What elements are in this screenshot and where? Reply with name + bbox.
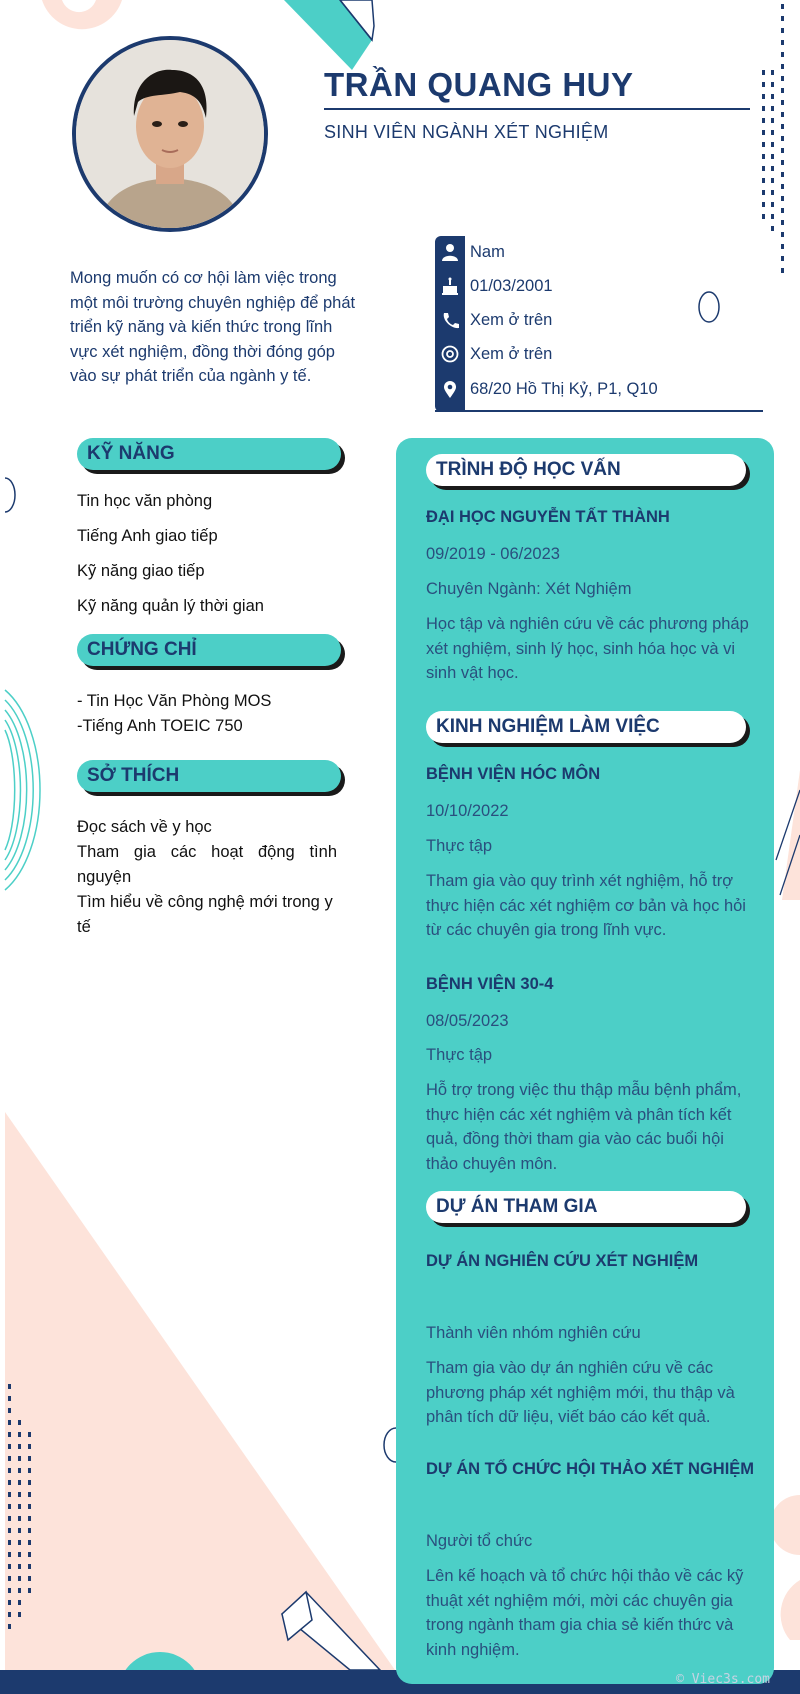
- project-name: DỰ ÁN NGHIÊN CỨU XÉT NGHIỆM: [426, 1252, 699, 1270]
- name-divider: [324, 108, 750, 110]
- phone-icon: [435, 311, 465, 329]
- birthday-value: 01/03/2001: [470, 276, 553, 295]
- contact-address: [435, 374, 658, 404]
- skill-item: Kỹ năng quản lý thời gian: [77, 597, 264, 615]
- job-title: SINH VIÊN NGÀNH XÉT NGHIỆM: [324, 122, 609, 142]
- at-icon: [435, 345, 465, 363]
- project-name: DỰ ÁN TỔ CHỨC HỘI THẢO XÉT NGHIỆM: [426, 1460, 755, 1478]
- phone-value: Xem ở trên: [470, 310, 553, 329]
- hobbies-heading: SỞ THÍCH: [77, 760, 341, 796]
- project-description: Lên kế hoạch và tổ chức hội thảo về các kỹ thuật xét nghiệm mới, mời các chuyên gia trong ngành tham gia chia sẻ kiến thức và kinh nghiệm.: [426, 1567, 744, 1659]
- contact-divider: [435, 410, 763, 412]
- hobby-item: Đọc sách về y học: [77, 818, 212, 836]
- job-description: Hỗ trợ trong việc thu thập mẫu bệnh phẩm, thực hiện các xét nghiệm và phân tích kết quả, đồng thời tham gia vào các buổi hội thảo chuyên môn.: [426, 1081, 742, 1173]
- education-description: Học tập và nghiên cứu về các phương pháp xét nghiệm, sinh lý học, sinh hóa học và vi sinh vật học.: [426, 615, 749, 682]
- projects-heading: DỰ ÁN THAM GIA: [426, 1191, 746, 1227]
- career-objective: Mong muốn có cơ hội làm việc trong một môi trường chuyên nghiệp để phát triển kỹ năng và kiến thức trong lĩnh vực xét nghiệm, đồng thời đóng góp vào sự phát triển của ngành y tế.: [70, 269, 356, 385]
- person-icon: [435, 243, 465, 261]
- project-description: Tham gia vào dự án nghiên cứu về các phương pháp xét nghiệm mới, thu thập và phân tích dữ liệu, viết báo cáo kết quả.: [426, 1359, 735, 1426]
- certificates-heading: CHỨNG CHỈ: [77, 634, 341, 670]
- job-company: BỆNH VIỆN 30-4: [426, 975, 554, 993]
- job-date: 10/10/2022: [426, 802, 509, 820]
- certificate-item: -Tiếng Anh TOEIC 750: [77, 717, 243, 735]
- certificate-item: - Tin Học Văn Phòng MOS: [77, 692, 272, 710]
- skills-heading: KỸ NĂNG: [77, 438, 341, 474]
- hobbies-list: [77, 815, 337, 940]
- skill-item: Tiếng Anh giao tiếp: [77, 527, 218, 545]
- job-role: Thực tập: [426, 1046, 493, 1064]
- profile-photo: [72, 36, 268, 232]
- job-role: Thực tập: [426, 837, 493, 855]
- contact-email: [435, 339, 552, 369]
- project-role: Thành viên nhóm nghiên cứu: [426, 1324, 641, 1342]
- education-period: 09/2019 - 06/2023: [426, 545, 560, 563]
- project-role: Người tổ chức: [426, 1532, 533, 1550]
- hobby-item: Tìm hiểu về công nghệ mới trong y tế: [77, 893, 333, 936]
- address-value: 68/20 Hồ Thị Kỷ, P1, Q10: [470, 379, 658, 398]
- job-date: 08/05/2023: [426, 1012, 509, 1030]
- watermark: © Viec3s.com: [676, 1672, 770, 1687]
- school-name: ĐẠI HỌC NGUYỄN TẤT THÀNH: [426, 508, 670, 526]
- location-icon: [435, 380, 465, 398]
- job-company: BỆNH VIỆN HÓC MÔN: [426, 765, 601, 783]
- education-heading: TRÌNH ĐỘ HỌC VẤN: [426, 454, 746, 490]
- gender-value: Nam: [470, 242, 505, 261]
- skill-item: Tin học văn phòng: [77, 492, 213, 510]
- cake-icon: [435, 277, 465, 295]
- avatar: [76, 40, 264, 228]
- education-major: Chuyên Ngành: Xét Nghiệm: [426, 580, 632, 598]
- contact-gender: [435, 237, 505, 267]
- hobby-item: Tham gia các hoạt động tình nguyện: [77, 843, 337, 886]
- job-description: Tham gia vào quy trình xét nghiệm, hỗ trợ thực hiện các xét nghiệm cơ bản và học hỏi từ các chuyên gia trong lĩnh vực.: [426, 872, 746, 939]
- experience-heading: KINH NGHIỆM LÀM VIỆC: [426, 711, 746, 747]
- contact-birthday: [435, 271, 553, 301]
- candidate-name: TRẦN QUANG HUY: [324, 66, 634, 103]
- skill-item: Kỹ năng giao tiếp: [77, 562, 205, 580]
- contact-phone: [435, 305, 552, 335]
- email-value: Xem ở trên: [470, 344, 553, 363]
